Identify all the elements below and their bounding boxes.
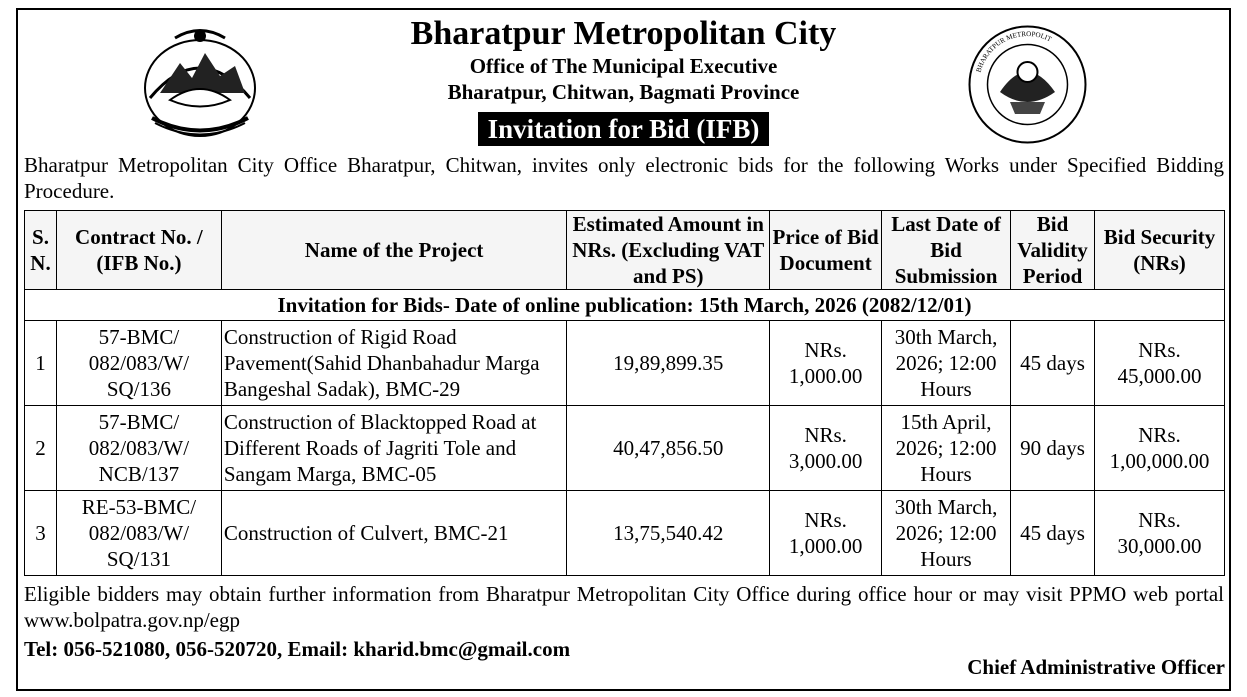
notice-title-banner: Invitation for Bid (IFB) [478, 112, 770, 146]
cell-sn: 1 [25, 321, 57, 406]
address-subtitle: Bharatpur, Chitwan, Bagmati Province [447, 80, 800, 104]
cell-last-date: 30th March, 2026; 12:00 Hours [882, 491, 1011, 576]
header-sn: S. N. [25, 211, 57, 290]
table-header-row [25, 211, 1225, 290]
cell-amount: 13,75,540.42 [567, 491, 770, 576]
office-subtitle: Office of The Municipal Executive [469, 54, 778, 78]
header-contract: Contract No. / (IFB No.) [56, 211, 221, 290]
cell-contract: RE-53-BMC/ 082/083/W/ SQ/131 [56, 491, 221, 576]
table-row [25, 321, 1225, 406]
seal-text: BHARATPUR METROPOLITAN [974, 29, 1053, 74]
phone-numbers: Tel: 056-521080, 056-520720 [24, 637, 277, 661]
intro-paragraph: Bharatpur Metropolitan City Office Bharatpur, Chitwan, invites only electronic bids for the following Works under Specified Bidding Procedure. [24, 153, 1224, 203]
contact-line [24, 636, 570, 662]
table-row [25, 406, 1225, 491]
cell-last-date: 30th March, 2026; 12:00 Hours [882, 321, 1011, 406]
city-title: Bharatpur Metropolitan City [410, 15, 837, 52]
cell-sn: 3 [25, 491, 57, 576]
cell-project: Construction of Rigid Road Pavement(Sahid Dhanbahadur Marga Bangeshal Sadak), BMC-29 [221, 321, 567, 406]
cell-amount: 40,47,856.50 [567, 406, 770, 491]
header-amount: Estimated Amount in NRs. (Excluding VAT and PS) [567, 211, 770, 290]
cell-contract: 57-BMC/ 082/083/W/ NCB/137 [56, 406, 221, 491]
cell-price: NRs. 1,000.00 [770, 321, 882, 406]
cell-contract: 57-BMC/ 082/083/W/ SQ/136 [56, 321, 221, 406]
signoff: Chief Administrative Officer [967, 655, 1225, 679]
header-security: Bid Security (NRs) [1095, 211, 1225, 290]
header-validity: Bid Validity Period [1011, 211, 1095, 290]
cell-project: Construction of Blacktopped Road at Different Roads of Jagriti Tole and Sangam Marga, BMC-05 [221, 406, 567, 491]
footer-info-paragraph: Eligible bidders may obtain further information from Bharatpur Metropolitan City Office during office hour or may visit PPMO web portal www.bolpatra.gov.np/egp [24, 582, 1224, 632]
cell-security: NRs. 45,000.00 [1095, 321, 1225, 406]
cell-validity: 90 days [1011, 406, 1095, 491]
cell-security: NRs. 1,00,000.00 [1095, 406, 1225, 491]
header-price: Price of Bid Document [770, 211, 882, 290]
cell-price: NRs. 1,000.00 [770, 491, 882, 576]
cell-last-date: 15th April, 2026; 12:00 Hours [882, 406, 1011, 491]
cell-price: NRs. 3,000.00 [770, 406, 882, 491]
email-address: , Email: kharid.bmc@gmail.com [276, 637, 571, 661]
cell-sn: 2 [25, 406, 57, 491]
table-row [25, 491, 1225, 576]
cell-project: Construction of Culvert, BMC-21 [221, 491, 567, 576]
cell-validity: 45 days [1011, 321, 1095, 406]
header-last-date: Last Date of Bid Submission [882, 211, 1011, 290]
cell-validity: 45 days [1011, 491, 1095, 576]
publication-row [25, 290, 1225, 321]
bid-table [24, 210, 1225, 576]
header-project: Name of the Project [221, 211, 567, 290]
publication-date: Invitation for Bids- Date of online publication: 15th March, 2026 (2082/12/01) [25, 290, 1225, 321]
cell-security: NRs. 30,000.00 [1095, 491, 1225, 576]
cell-amount: 19,89,899.35 [567, 321, 770, 406]
